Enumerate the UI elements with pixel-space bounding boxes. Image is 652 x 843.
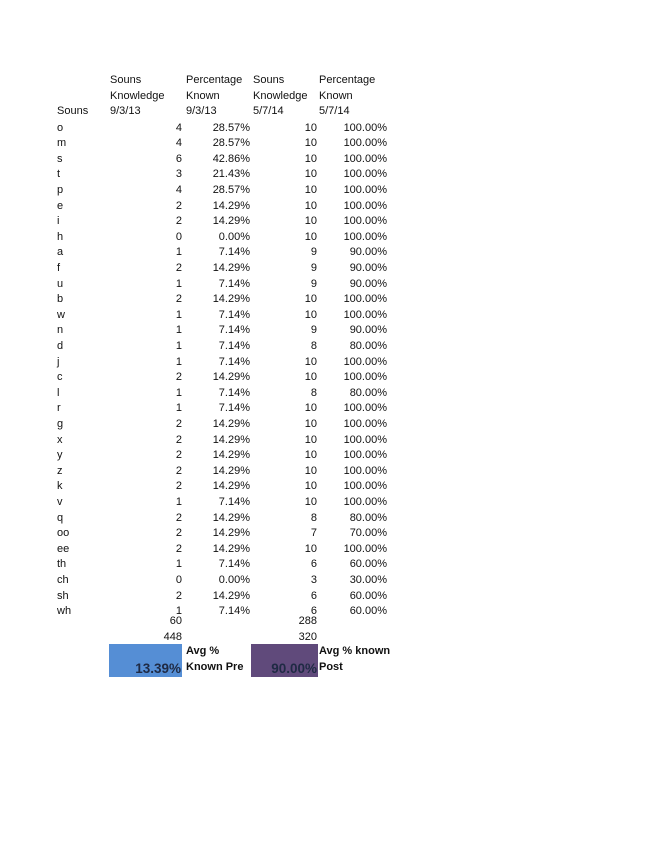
pre-percentage-cell: 7.14%	[218, 277, 250, 290]
pre-knowledge-cell: 2	[175, 215, 182, 228]
pre-knowledge-cell: 2	[175, 527, 182, 540]
post-knowledge-cell: 10	[304, 121, 317, 134]
post-sum: 288	[298, 615, 317, 627]
pre-percentage-cell: 14.29%	[212, 199, 250, 212]
pre-percentage-cell: 7.14%	[218, 246, 250, 259]
pre-knowledge-cell: 1	[175, 246, 182, 259]
post-knowledge-cell: 10	[304, 480, 317, 493]
sound-cell: c	[57, 371, 63, 384]
pre-possible: 448	[163, 631, 182, 643]
pre-knowledge-cell: 0	[175, 230, 182, 243]
pre-knowledge-cell: 0	[175, 573, 182, 586]
header-line: 9/3/13	[186, 105, 217, 118]
pre-knowledge-cell: 2	[175, 261, 182, 274]
header-line	[57, 73, 107, 89]
header-sounds	[57, 73, 107, 120]
sound-cell: o	[57, 121, 64, 134]
pre-knowledge-cell: 2	[175, 371, 182, 384]
pre-knowledge-cell: 2	[175, 464, 182, 477]
sound-cell: a	[57, 246, 64, 259]
post-percentage-cell: 100.00%	[343, 121, 387, 134]
pre-percentage-cell: 28.57%	[212, 183, 250, 196]
post-knowledge-cell: 10	[304, 433, 317, 446]
post-percentage-cell: 100.00%	[343, 199, 387, 212]
pre-knowledge-cell: 4	[175, 183, 182, 196]
pre-knowledge-cell: 2	[175, 511, 182, 524]
sound-cell: s	[57, 152, 63, 165]
sound-cell: oo	[57, 527, 70, 540]
avg-pre-value: 13.39%	[135, 661, 181, 676]
sound-cell: r	[57, 402, 61, 415]
pre-knowledge-cell: 2	[175, 542, 182, 555]
header-line: 5/7/14	[253, 105, 284, 118]
pre-percentage-cell: 14.29%	[212, 293, 250, 306]
post-knowledge-cell: 7	[310, 527, 317, 540]
avg-pre-label	[186, 644, 243, 675]
pre-percentage-cell: 14.29%	[212, 215, 250, 228]
post-knowledge-cell: 8	[310, 511, 317, 524]
post-percentage-cell: 70.00%	[349, 527, 387, 540]
post-percentage-cell: 100.00%	[343, 168, 387, 181]
post-percentage-cell: 100.00%	[343, 215, 387, 228]
post-knowledge-cell: 9	[310, 277, 317, 290]
pre-knowledge-cell: 6	[175, 152, 182, 165]
pre-percentage-cell: 14.29%	[212, 449, 250, 462]
pre-percentage-cell: 7.14%	[218, 605, 250, 618]
sound-cell: k	[57, 480, 63, 493]
post-percentage-cell: 100.00%	[343, 464, 387, 477]
post-knowledge-cell: 10	[304, 355, 317, 368]
post-knowledge-cell: 6	[310, 589, 317, 602]
post-knowledge-cell: 9	[310, 324, 317, 337]
avg-pre-cell	[109, 644, 182, 677]
pre-percentage-cell: 14.29%	[212, 589, 250, 602]
header-line: Souns	[110, 74, 142, 86]
post-percentage-cell: 80.00%	[349, 386, 387, 399]
post-knowledge-cell: 6	[310, 558, 317, 571]
post-knowledge-cell: 10	[304, 293, 317, 306]
avg-post-value: 90.00%	[271, 661, 317, 676]
sound-cell: v	[57, 495, 63, 508]
sound-cell: e	[57, 199, 64, 212]
post-knowledge-cell: 10	[304, 168, 317, 181]
header-pre-percentage	[186, 73, 250, 120]
post-knowledge-cell: 10	[304, 230, 317, 243]
post-percentage-cell: 100.00%	[343, 480, 387, 493]
pre-knowledge-cell: 2	[175, 449, 182, 462]
post-percentage-cell: 100.00%	[343, 355, 387, 368]
post-knowledge-cell: 10	[304, 371, 317, 384]
post-percentage-cell: 90.00%	[349, 246, 387, 259]
header-line: Souns	[57, 105, 89, 118]
header-line: Percentage	[319, 74, 376, 86]
pre-knowledge-cell: 2	[175, 199, 182, 212]
pre-percentage-cell: 0.00%	[218, 573, 250, 586]
pre-knowledge-cell: 1	[175, 386, 182, 399]
post-knowledge-cell: 10	[304, 542, 317, 555]
post-percentage-cell: 100.00%	[343, 542, 387, 555]
pre-knowledge-cell: 2	[175, 480, 182, 493]
header-line: Known	[319, 89, 353, 102]
post-knowledge-cell: 10	[304, 402, 317, 415]
post-percentage-cell: 100.00%	[343, 371, 387, 384]
header-line	[57, 89, 107, 105]
sound-cell: g	[57, 417, 64, 430]
header-line: Known	[186, 89, 220, 102]
avg-post-label-line1: Avg % known	[319, 645, 391, 657]
pre-knowledge-cell: 2	[175, 293, 182, 306]
post-knowledge-cell: 10	[304, 152, 317, 165]
post-percentage-cell: 100.00%	[343, 402, 387, 415]
pre-knowledge-cell: 1	[175, 402, 182, 415]
post-percentage-cell: 100.00%	[343, 449, 387, 462]
sound-cell: m	[57, 137, 67, 150]
sound-cell: sh	[57, 589, 69, 602]
header-line: Souns	[253, 74, 285, 86]
avg-post-label-line2: Post	[319, 660, 343, 673]
post-knowledge-cell: 10	[304, 417, 317, 430]
pre-percentage-cell: 21.43%	[212, 168, 250, 181]
pre-knowledge-cell: 4	[175, 121, 182, 134]
pre-knowledge-cell: 1	[175, 495, 182, 508]
pre-percentage-cell: 7.14%	[218, 324, 250, 337]
pre-percentage-cell: 7.14%	[218, 402, 250, 415]
sound-cell: x	[57, 433, 63, 446]
post-percentage-cell: 90.00%	[349, 324, 387, 337]
pre-percentage-cell: 14.29%	[212, 417, 250, 430]
header-pre-knowledge	[110, 73, 182, 120]
post-knowledge-cell: 10	[304, 308, 317, 321]
pre-percentage-cell: 7.14%	[218, 558, 250, 571]
pre-knowledge-cell: 1	[175, 605, 182, 618]
post-percentage-cell: 80.00%	[349, 339, 387, 352]
header-line: Percentage	[186, 74, 243, 86]
pre-percentage-cell: 14.29%	[212, 511, 250, 524]
post-percentage-cell: 60.00%	[349, 558, 387, 571]
pre-percentage-cell: 7.14%	[218, 355, 250, 368]
avg-post-cell	[251, 644, 318, 677]
sound-cell: h	[57, 230, 64, 243]
post-percentage-cell: 30.00%	[349, 573, 387, 586]
pre-knowledge-cell: 1	[175, 324, 182, 337]
header-post-knowledge	[253, 73, 317, 120]
sound-cell: z	[57, 464, 63, 477]
pre-knowledge-cell: 1	[175, 277, 182, 290]
post-knowledge-cell: 9	[310, 261, 317, 274]
header-line: 9/3/13	[110, 105, 141, 118]
post-knowledge-cell: 6	[310, 605, 317, 618]
sound-cell: b	[57, 293, 64, 306]
post-knowledge-cell: 8	[310, 386, 317, 399]
post-percentage-cell: 100.00%	[343, 495, 387, 508]
pre-percentage-cell: 14.29%	[212, 527, 250, 540]
header-post-percentage	[319, 73, 387, 120]
post-knowledge-cell: 8	[310, 339, 317, 352]
pre-knowledge-cell: 4	[175, 137, 182, 150]
post-possible: 320	[298, 631, 317, 643]
pre-percentage-cell: 14.29%	[212, 261, 250, 274]
post-knowledge-cell: 10	[304, 137, 317, 150]
pre-knowledge-cell: 1	[175, 339, 182, 352]
post-knowledge-cell: 10	[304, 199, 317, 212]
pre-knowledge-cell: 2	[175, 417, 182, 430]
post-percentage-cell: 100.00%	[343, 293, 387, 306]
post-percentage-cell: 100.00%	[343, 417, 387, 430]
pre-percentage-cell: 7.14%	[218, 339, 250, 352]
header-line: Knowledge	[253, 89, 308, 102]
pre-percentage-cell: 14.29%	[212, 464, 250, 477]
post-percentage-cell: 100.00%	[343, 137, 387, 150]
pre-percentage-cell: 14.29%	[212, 480, 250, 493]
sound-cell: ch	[57, 573, 69, 586]
sound-cell: wh	[57, 605, 72, 618]
pre-percentage-cell: 14.29%	[212, 433, 250, 446]
post-percentage-cell: 90.00%	[349, 261, 387, 274]
post-knowledge-cell: 10	[304, 464, 317, 477]
post-knowledge-cell: 10	[304, 495, 317, 508]
pre-percentage-cell: 28.57%	[212, 137, 250, 150]
avg-post-label	[319, 644, 390, 675]
pre-knowledge-cell: 1	[175, 355, 182, 368]
pre-knowledge-cell: 3	[175, 168, 182, 181]
post-percentage-cell: 100.00%	[343, 230, 387, 243]
pre-knowledge-cell: 2	[175, 589, 182, 602]
sound-cell: y	[57, 449, 63, 462]
avg-pre-label-line1: Avg %	[186, 645, 220, 657]
pre-percentage-cell: 7.14%	[218, 495, 250, 508]
post-knowledge-cell: 9	[310, 246, 317, 259]
post-percentage-cell: 100.00%	[343, 183, 387, 196]
sound-cell: w	[57, 308, 65, 321]
post-percentage-cell: 100.00%	[343, 433, 387, 446]
post-percentage-cell: 90.00%	[349, 277, 387, 290]
post-percentage-cell: 60.00%	[349, 589, 387, 602]
post-knowledge-cell: 3	[310, 573, 317, 586]
post-percentage-cell: 60.00%	[349, 605, 387, 618]
sound-cell: f	[57, 261, 61, 274]
pre-knowledge-cell: 1	[175, 558, 182, 571]
sound-cell: ee	[57, 542, 70, 555]
sound-cell: p	[57, 183, 64, 196]
sound-cell: q	[57, 511, 64, 524]
sound-cell: i	[57, 215, 60, 228]
sound-cell: d	[57, 339, 64, 352]
sound-cell: j	[57, 355, 60, 368]
header-line: Knowledge	[110, 89, 165, 102]
sound-cell: th	[57, 558, 67, 571]
sound-cell: n	[57, 324, 64, 337]
sound-cell: u	[57, 277, 64, 290]
pre-knowledge-cell: 1	[175, 308, 182, 321]
post-knowledge-cell: 10	[304, 183, 317, 196]
post-knowledge-cell: 10	[304, 449, 317, 462]
sound-cell: t	[57, 168, 61, 181]
header-line: 5/7/14	[319, 105, 350, 118]
pre-knowledge-cell: 2	[175, 433, 182, 446]
sound-cell: l	[57, 386, 60, 399]
pre-percentage-cell: 7.14%	[218, 308, 250, 321]
avg-pre-label-line2: Known Pre	[186, 660, 244, 673]
pre-percentage-cell: 14.29%	[212, 542, 250, 555]
pre-percentage-cell: 0.00%	[218, 230, 250, 243]
pre-percentage-cell: 28.57%	[212, 121, 250, 134]
post-percentage-cell: 100.00%	[343, 308, 387, 321]
pre-sum: 60	[169, 615, 182, 627]
post-percentage-cell: 100.00%	[343, 152, 387, 165]
pre-percentage-cell: 14.29%	[212, 371, 250, 384]
pre-percentage-cell: 42.86%	[212, 152, 250, 165]
pre-percentage-cell: 7.14%	[218, 386, 250, 399]
post-percentage-cell: 80.00%	[349, 511, 387, 524]
post-knowledge-cell: 10	[304, 215, 317, 228]
